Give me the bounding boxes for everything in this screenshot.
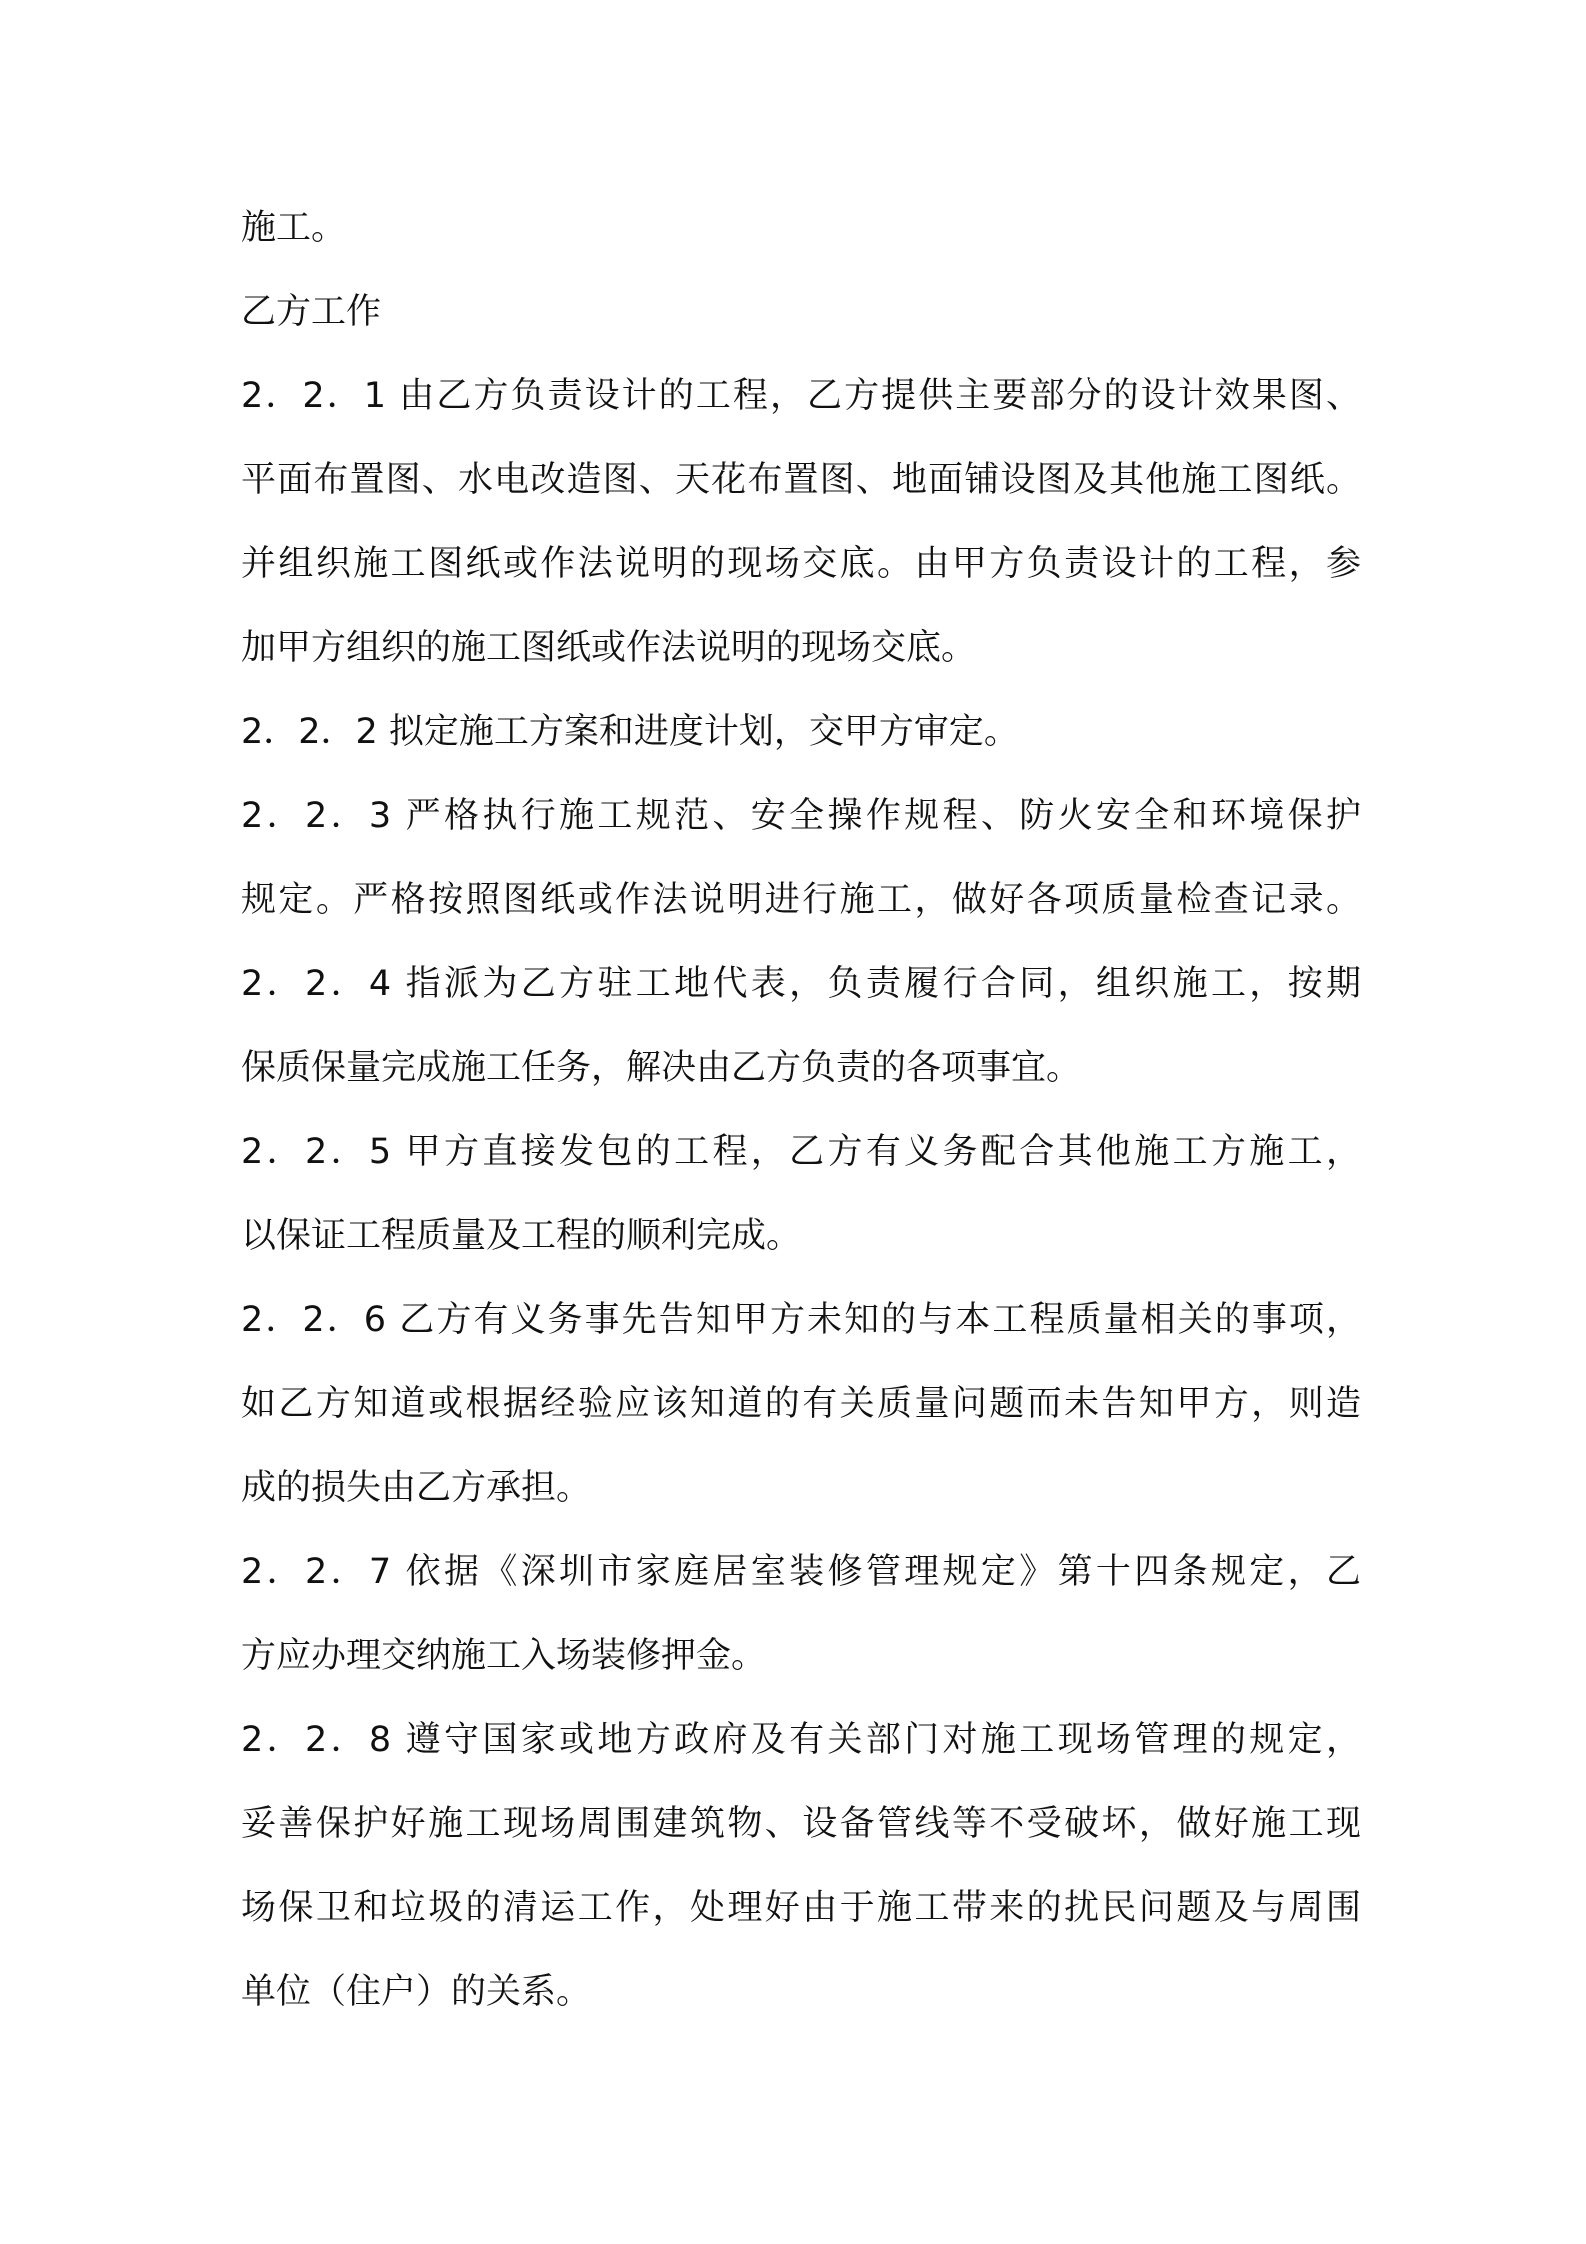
section-heading: 乙方工作 bbox=[241, 292, 382, 332]
clause-2-2-5: 2．2．5 甲方直接发包的工程，乙方有义务配合其他施工方施工， bbox=[241, 1132, 1361, 1172]
text-line: 保质保量完成施工任务，解决由乙方负责的各项事宜。 bbox=[241, 1048, 1082, 1088]
text-line: 并组织施工图纸或作法说明的现场交底。由甲方负责设计的工程，参 bbox=[241, 544, 1361, 584]
clause-2-2-3: 2．2．3 严格执行施工规范、安全操作规程、防火安全和环境保护 bbox=[241, 796, 1361, 836]
text-line: 场保卫和垃圾的清运工作，处理好由于施工带来的扰民问题及与周围 bbox=[241, 1888, 1361, 1928]
clause-2-2-6: 2．2．6 乙方有义务事先告知甲方未知的与本工程质量相关的事项， bbox=[241, 1300, 1361, 1340]
text-line: 如乙方知道或根据经验应该知道的有关质量问题而未告知甲方，则造 bbox=[241, 1384, 1361, 1424]
text-line: 平面布置图、水电改造图、天花布置图、地面铺设图及其他施工图纸。 bbox=[241, 460, 1361, 500]
clause-2-2-8: 2．2．8 遵守国家或地方政府及有关部门对施工现场管理的规定， bbox=[241, 1720, 1361, 1760]
text-line: 成的损失由乙方承担。 bbox=[241, 1468, 592, 1508]
text-line: 规定。严格按照图纸或作法说明进行施工，做好各项质量检查记录。 bbox=[241, 880, 1361, 920]
clause-2-2-7: 2．2．7 依据《深圳市家庭居室装修管理规定》第十四条规定，乙 bbox=[241, 1552, 1361, 1592]
clause-2-2-2: 2．2．2 拟定施工方案和进度计划，交甲方审定。 bbox=[241, 712, 1019, 752]
clause-2-2-4: 2．2．4 指派为乙方驻工地代表，负责履行合同，组织施工，按期 bbox=[241, 964, 1361, 1004]
text-line: 施工。 bbox=[241, 208, 347, 248]
text-line: 单位（住户）的关系。 bbox=[241, 1972, 592, 2012]
text-line: 加甲方组织的施工图纸或作法说明的现场交底。 bbox=[241, 628, 977, 668]
text-line: 方应办理交纳施工入场装修押金。 bbox=[241, 1636, 767, 1676]
clause-2-2-1: 2．2．1 由乙方负责设计的工程，乙方提供主要部分的设计效果图、 bbox=[241, 376, 1361, 416]
text-line: 以保证工程质量及工程的顺利完成。 bbox=[241, 1216, 802, 1256]
text-line: 妥善保护好施工现场周围建筑物、设备管线等不受破坏，做好施工现 bbox=[241, 1804, 1361, 1844]
